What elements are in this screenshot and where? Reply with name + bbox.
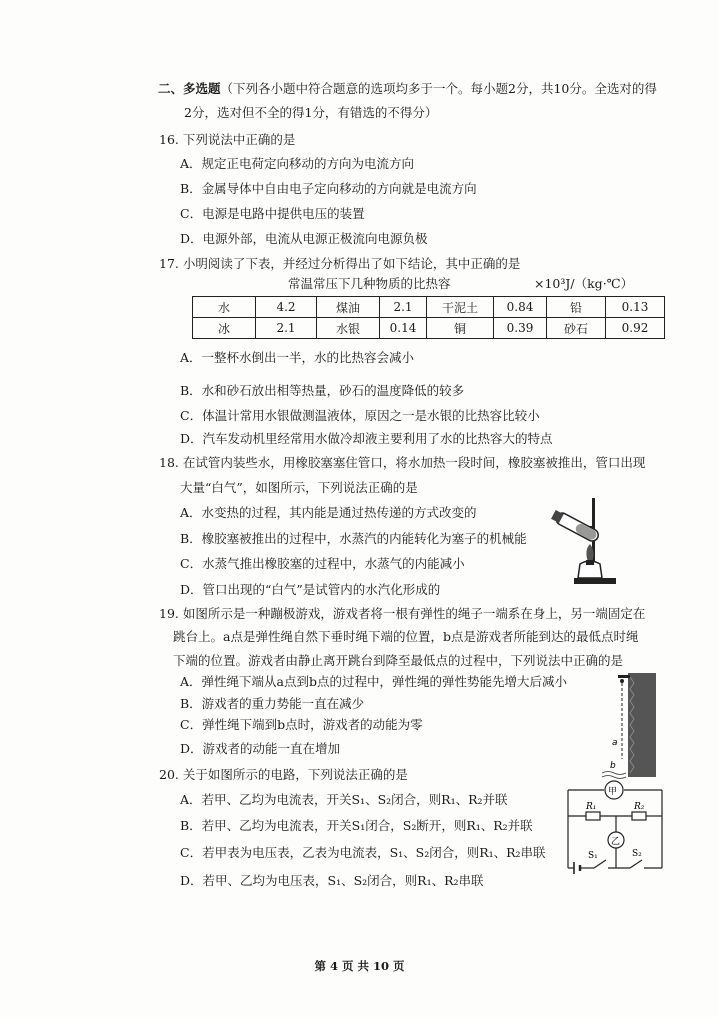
q18-option-c: C．水蒸气推出橡胶塞的过程中，水蒸气的内能减小 — [180, 556, 465, 571]
switch-s2-label: S₂ — [632, 849, 642, 859]
switch-s1-label: S₁ — [588, 851, 598, 861]
q18-stem-1: 18. 在试管内装些水，用橡胶塞塞住管口，将水加热一段时间，橡胶塞被推出，管口出现 — [159, 455, 646, 470]
q19-stem-1: 19. 如图所示是一种蹦极游戏，游戏者将一根有弹性的绳子一端系在身上，另一端固定在 — [159, 606, 646, 621]
q17-option-b: B．水和砂石放出相等热量，砂石的温度降低的较多 — [180, 383, 465, 398]
q18-option-d: D．管口出现的“白气”是试管内的水汽化形成的 — [180, 582, 441, 597]
specific-heat-table — [192, 296, 665, 339]
q20-option-a: A．若甲、乙均为电流表，开关S₁、S₂闭合，则R₁、R₂并联 — [180, 792, 508, 807]
q17-table-unit: ×10³J/（kg·℃） — [534, 276, 634, 291]
page-number-footer: 第 4 页 共 10 页 — [314, 959, 405, 973]
q19-stem-2: 跳台上。a点是弹性绳自然下垂时绳下端的位置，b点是游戏者所能到达的最低点时绳 — [173, 629, 639, 644]
q18-option-b: B．橡胶塞被推出的过程中，水蒸汽的内能转化为塞子的机械能 — [180, 531, 527, 546]
bungee-jump-figure — [600, 669, 656, 779]
q17-option-c: C．体温计常用水银做测温液体，原因之一是水银的比热容比较小 — [180, 408, 540, 423]
q17-stem: 17. 小明阅读了下表，并经过分析得出了如下结论，其中正确的是 — [159, 256, 521, 271]
resistor-r2-label: R₂ — [634, 802, 645, 812]
q16-option-c: C．电源是电路中提供电压的装置 — [180, 206, 365, 221]
q20-option-c: C．若甲表为电压表，乙表为电流表，S₁、S₂闭合，则R₁、R₂串联 — [180, 845, 546, 860]
meter-jia-label: 甲 — [608, 787, 618, 797]
q19-option-a: A．弹性绳下端从a点到b点的过程中，弹性绳的弹性势能先增大后减小 — [180, 674, 567, 689]
resistor-r1-label: R₁ — [586, 802, 597, 812]
q19-stem-3: 下端的位置。游戏者由静止离开跳台到降至最低点的过程中，下列说法中正确的是 — [173, 653, 624, 668]
section-heading: 二、多选题（下列各小题中符合题意的选项均多于一个。每小题2分，共10分。全选对的得 — [158, 81, 657, 96]
q16-option-a: A．规定正电荷定向移动的方向为电流方向 — [180, 156, 415, 171]
q18-option-a: A．水变热的过程，其内能是通过热传递的方式改变的 — [180, 505, 477, 520]
circuit-diagram-figure — [560, 776, 672, 878]
q18-stem-2: 大量“白气”，如图所示，下列说法正确的是 — [180, 480, 418, 495]
q19-option-c: C．弹性绳下端到b点时，游戏者的动能为零 — [180, 717, 423, 732]
section-instructions-cont: 2分，选对但不全的得1分，有错选的不得分） — [184, 105, 438, 120]
q17-option-a: A．一整杯水倒出一半，水的比热容会减小 — [180, 350, 415, 365]
table-row: 冰 2.1 水银 0.14 铜 0.39 砂石 0.92 — [193, 318, 665, 339]
q16-option-b: B．金属导体中自由电子定向移动的方向就是电流方向 — [180, 181, 477, 196]
point-a-label: a — [612, 738, 618, 748]
table-row: 水 4.2 煤油 2.1 干泥土 0.84 铅 0.13 — [193, 297, 665, 318]
q20-option-d: D．若甲、乙均为电压表，S₁、S₂闭合，则R₁、R₂串联 — [180, 873, 484, 888]
q17-table-title: 常温常压下几种物质的比热容 — [288, 276, 451, 291]
q19-option-d: D．游戏者的动能一直在增加 — [180, 741, 341, 756]
q20-option-b: B．若甲、乙均为电流表，开关S₁闭合，S₂断开，则R₁、R₂并联 — [180, 818, 533, 833]
q19-option-b: B．游戏者的重力势能一直在减少 — [180, 696, 365, 711]
q16-stem: 16. 下列说法中正确的是 — [159, 132, 296, 147]
point-b-label: b — [610, 761, 616, 771]
q20-stem: 20. 关于如图所示的电路，下列说法正确的是 — [159, 767, 408, 782]
meter-yi-label: 乙 — [611, 837, 621, 847]
q17-option-d: D．汽车发动机里经常用水做冷却液主要利用了水的比热容大的特点 — [180, 431, 553, 446]
q16-option-d: D．电源外部，电流从电源正极流向电源负极 — [180, 231, 428, 246]
test-tube-apparatus-figure — [548, 492, 626, 590]
